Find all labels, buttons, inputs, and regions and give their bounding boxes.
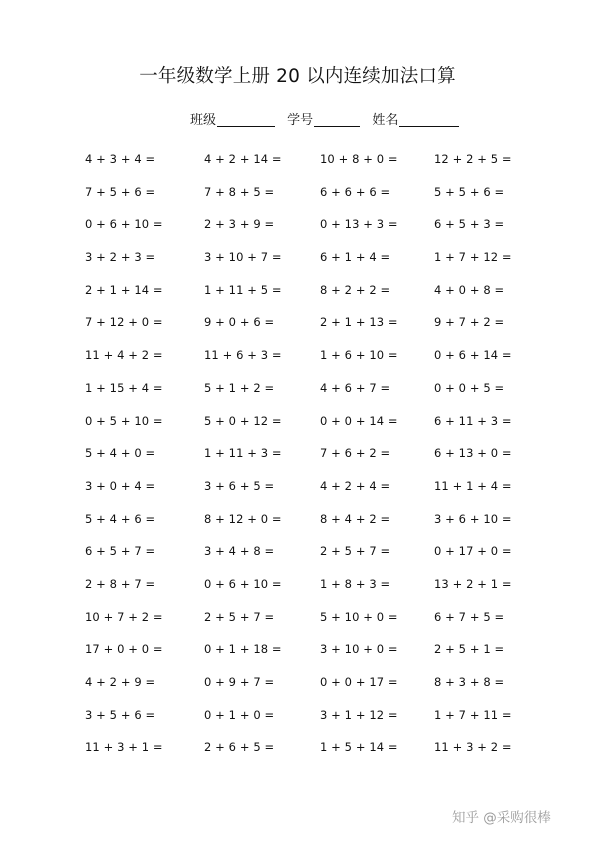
problem-item: 8 + 3 + 8 = [434, 675, 505, 689]
problem-grid [0, 152, 595, 773]
problem-item: 2 + 8 + 7 = [85, 576, 156, 591]
problem-row [0, 544, 595, 577]
problem-item: 3 + 6 + 10 = [434, 511, 512, 526]
problem-item: 1 + 15 + 4 = [85, 380, 163, 395]
problem-row [0, 610, 595, 643]
problem-item: 1 + 7 + 11 = [434, 707, 512, 722]
problem-row [0, 414, 595, 447]
problem-item: 1 + 7 + 12 = [434, 250, 512, 265]
problem-item: 4 + 2 + 4 = [320, 478, 391, 493]
problem-item: 0 + 6 + 14 = [434, 348, 512, 363]
problem-item: 1 + 11 + 5 = [204, 282, 282, 297]
watermark: 知乎 @采购很棒 [452, 810, 551, 826]
problem-item: 1 + 8 + 3 = [320, 576, 391, 591]
problem-item: 11 + 1 + 4 = [434, 478, 512, 493]
problem-item: 11 + 6 + 3 = [204, 348, 282, 363]
problem-item: 12 + 2 + 5 = [434, 152, 512, 166]
problem-row [0, 740, 595, 773]
problem-row [0, 446, 595, 479]
problem-item: 0 + 13 + 3 = [320, 217, 398, 232]
problem-item: 2 + 3 + 9 = [204, 217, 275, 232]
problem-item: 1 + 6 + 10 = [320, 348, 398, 363]
problem-item: 6 + 5 + 3 = [434, 217, 505, 232]
problem-item: 6 + 11 + 3 = [434, 413, 512, 428]
problem-item: 6 + 1 + 4 = [320, 250, 391, 265]
problem-item: 7 + 5 + 6 = [85, 184, 156, 199]
problem-item: 7 + 8 + 5 = [204, 184, 275, 199]
problem-item: 5 + 1 + 2 = [204, 380, 275, 395]
problem-item: 4 + 2 + 9 = [85, 675, 156, 689]
problem-item: 6 + 6 + 6 = [320, 184, 391, 199]
problem-item: 4 + 2 + 14 = [204, 152, 282, 166]
problem-item: 5 + 10 + 0 = [320, 609, 398, 624]
problem-row [0, 283, 595, 316]
problem-item: 10 + 7 + 2 = [85, 609, 163, 624]
student-number-label: 学号 [287, 113, 314, 128]
problem-item: 2 + 5 + 7 = [320, 544, 391, 559]
problem-item: 0 + 6 + 10 = [85, 217, 163, 232]
problem-item: 8 + 12 + 0 = [204, 511, 282, 526]
problem-item: 2 + 1 + 13 = [320, 315, 398, 330]
problem-item: 3 + 5 + 6 = [85, 707, 156, 722]
problem-item: 6 + 5 + 7 = [85, 544, 156, 559]
student-number-blank[interactable] [314, 112, 360, 127]
problem-item: 2 + 6 + 5 = [204, 740, 275, 755]
problem-item: 0 + 6 + 10 = [204, 576, 282, 591]
problem-item: 0 + 17 + 0 = [434, 544, 512, 559]
problem-item: 0 + 9 + 7 = [204, 675, 275, 689]
problem-item: 0 + 0 + 14 = [320, 413, 398, 428]
problem-item: 0 + 1 + 0 = [204, 707, 275, 722]
problem-item: 3 + 1 + 12 = [320, 707, 398, 722]
problem-row [0, 250, 595, 283]
problem-item: 7 + 6 + 2 = [320, 446, 391, 461]
problem-item: 0 + 5 + 10 = [85, 413, 163, 428]
problem-item: 11 + 3 + 2 = [434, 740, 512, 755]
problem-item: 2 + 5 + 7 = [204, 609, 275, 624]
problem-item: 3 + 2 + 3 = [85, 250, 156, 265]
problem-item: 8 + 4 + 2 = [320, 511, 391, 526]
student-info-line [190, 109, 459, 128]
problem-item: 3 + 10 + 0 = [320, 642, 398, 657]
problem-item: 6 + 13 + 0 = [434, 446, 512, 461]
problem-row [0, 512, 595, 545]
class-label: 班级 [190, 113, 217, 128]
problem-item: 11 + 4 + 2 = [85, 348, 163, 363]
problem-row [0, 152, 595, 185]
problem-row [0, 675, 595, 708]
problem-item: 17 + 0 + 0 = [85, 642, 163, 657]
problem-item: 5 + 4 + 0 = [85, 446, 156, 461]
problem-item: 9 + 0 + 6 = [204, 315, 275, 330]
problem-item: 0 + 1 + 18 = [204, 642, 282, 657]
problem-item: 3 + 4 + 8 = [204, 544, 275, 559]
problem-item: 5 + 0 + 12 = [204, 413, 282, 428]
problem-item: 5 + 4 + 6 = [85, 511, 156, 526]
problem-row [0, 708, 595, 741]
problem-row [0, 217, 595, 250]
problem-item: 1 + 11 + 3 = [204, 446, 282, 461]
problem-item: 2 + 1 + 14 = [85, 282, 163, 297]
problem-item: 0 + 0 + 17 = [320, 675, 398, 689]
problem-item: 13 + 2 + 1 = [434, 576, 512, 591]
problem-row [0, 348, 595, 381]
problem-row [0, 185, 595, 218]
problem-item: 4 + 3 + 4 = [85, 152, 156, 166]
name-blank[interactable] [399, 112, 459, 127]
problem-item: 9 + 7 + 2 = [434, 315, 505, 330]
problem-item: 10 + 8 + 0 = [320, 152, 398, 166]
page-title: 一年级数学上册 20 以内连续加法口算 [139, 66, 456, 87]
problem-item: 3 + 0 + 4 = [85, 478, 156, 493]
problem-item: 2 + 5 + 1 = [434, 642, 505, 657]
problem-row [0, 577, 595, 610]
problem-row [0, 381, 595, 414]
problem-item: 3 + 6 + 5 = [204, 478, 275, 493]
problem-row [0, 479, 595, 512]
problem-item: 4 + 6 + 7 = [320, 380, 391, 395]
problem-item: 6 + 7 + 5 = [434, 609, 505, 624]
problem-item: 11 + 3 + 1 = [85, 740, 163, 755]
problem-item: 1 + 5 + 14 = [320, 740, 398, 755]
problem-item: 3 + 10 + 7 = [204, 250, 282, 265]
problem-row [0, 315, 595, 348]
class-blank[interactable] [217, 112, 275, 127]
problem-item: 7 + 12 + 0 = [85, 315, 163, 330]
problem-item: 5 + 5 + 6 = [434, 184, 505, 199]
problem-item: 4 + 0 + 8 = [434, 282, 505, 297]
problem-row [0, 642, 595, 675]
problem-item: 8 + 2 + 2 = [320, 282, 391, 297]
name-label: 姓名 [372, 113, 399, 128]
problem-item: 0 + 0 + 5 = [434, 380, 505, 395]
